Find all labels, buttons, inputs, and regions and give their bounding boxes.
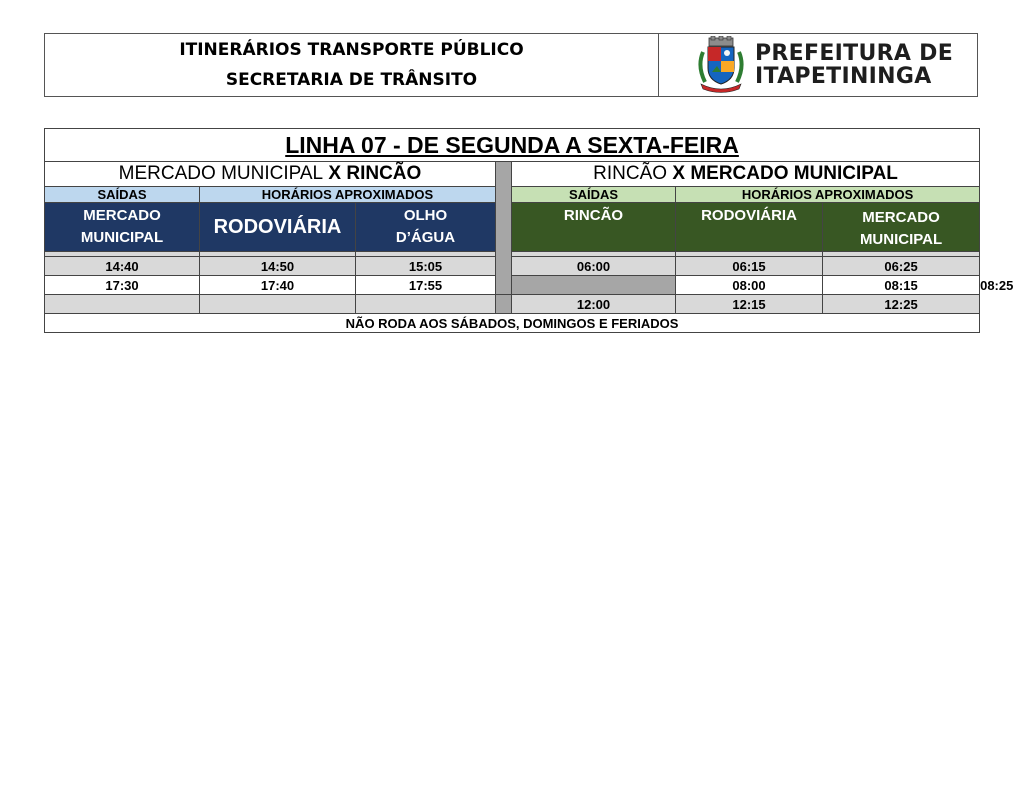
left-col-olho-dagua bbox=[356, 203, 496, 252]
time-cell: 12:15 bbox=[676, 295, 823, 314]
time-cell: 14:40 bbox=[45, 257, 200, 276]
route-left-from: MERCADO MUNICIPAL bbox=[118, 163, 324, 184]
time-cell: 17:40 bbox=[200, 276, 356, 295]
coat-of-arms-icon bbox=[695, 36, 747, 94]
table-row bbox=[45, 257, 980, 276]
right-col3-line2: MUNICIPAL bbox=[859, 231, 943, 248]
header-title-line2: SECRETARIA DE TRÂNSITO bbox=[225, 70, 478, 90]
prefeitura-logo bbox=[659, 34, 977, 96]
time-cell bbox=[45, 295, 200, 314]
table-row bbox=[45, 295, 980, 314]
left-col3-line1: OLHO bbox=[403, 207, 448, 224]
right-departures-label: SAÍDAS bbox=[512, 187, 676, 203]
left-departures-label: SAÍDAS bbox=[45, 187, 200, 203]
time-cell: 06:25 bbox=[823, 257, 980, 276]
column-divider bbox=[496, 295, 512, 314]
route-left-to: RINCÃO bbox=[346, 163, 422, 184]
schedule-table bbox=[44, 128, 1014, 333]
route-right bbox=[512, 162, 980, 187]
header-title-line1: ITINERÁRIOS TRANSPORTE PÚBLICO bbox=[179, 40, 524, 60]
route-right-from: RINCÃO bbox=[593, 163, 668, 184]
time-cell: 12:25 bbox=[823, 295, 980, 314]
document-header bbox=[44, 33, 978, 97]
right-col-mercado bbox=[823, 203, 980, 252]
time-cell: 14:50 bbox=[200, 257, 356, 276]
time-cell: 17:55 bbox=[356, 276, 496, 295]
left-col1-line2: MUNICIPAL bbox=[80, 229, 164, 246]
left-times-label: HORÁRIOS APROXIMADOS bbox=[200, 187, 496, 203]
column-divider bbox=[496, 162, 512, 295]
left-col1-line1: MERCADO bbox=[83, 207, 161, 224]
right-col-rincao: RINCÃO bbox=[512, 203, 676, 252]
route-right-to: MERCADO MUNICIPAL bbox=[690, 163, 898, 184]
time-cell: 15:05 bbox=[356, 257, 496, 276]
time-cell: 08:00 bbox=[676, 276, 823, 295]
time-cell: 17:30 bbox=[45, 276, 200, 295]
table-row: 17:30 17:40 17:55 08:00 08:15 08:25 bbox=[45, 276, 980, 295]
left-col-mercado bbox=[45, 203, 200, 252]
right-col3-line1: MERCADO bbox=[862, 209, 940, 226]
schedule-title: LINHA 07 - DE SEGUNDA A SEXTA-FEIRA bbox=[45, 129, 980, 162]
time-cell: 12:00 bbox=[512, 295, 676, 314]
time-cell: 06:15 bbox=[676, 257, 823, 276]
route-left-sep: X bbox=[323, 163, 347, 184]
route-right-sep: X bbox=[667, 163, 691, 184]
right-times-label: HORÁRIOS APROXIMADOS bbox=[676, 187, 980, 203]
column-divider bbox=[512, 276, 676, 295]
brand-line1: PREFEITURA DE bbox=[755, 41, 954, 66]
brand-line2: ITAPETININGA bbox=[755, 64, 932, 89]
time-cell bbox=[356, 295, 496, 314]
header-title-block bbox=[45, 34, 659, 96]
schedule-footer-note: NÃO RODA AOS SÁBADOS, DOMINGOS E FERIADOS bbox=[45, 314, 980, 333]
route-left bbox=[45, 162, 496, 187]
time-cell: 08:15 bbox=[823, 276, 980, 295]
left-col3-line2: D’ÁGUA bbox=[395, 229, 456, 246]
left-col-rodoviaria: RODOVIÁRIA bbox=[200, 203, 356, 252]
time-cell bbox=[200, 295, 356, 314]
time-cell: 06:00 bbox=[512, 257, 676, 276]
right-col-rodoviaria: RODOVIÁRIA bbox=[676, 203, 823, 252]
